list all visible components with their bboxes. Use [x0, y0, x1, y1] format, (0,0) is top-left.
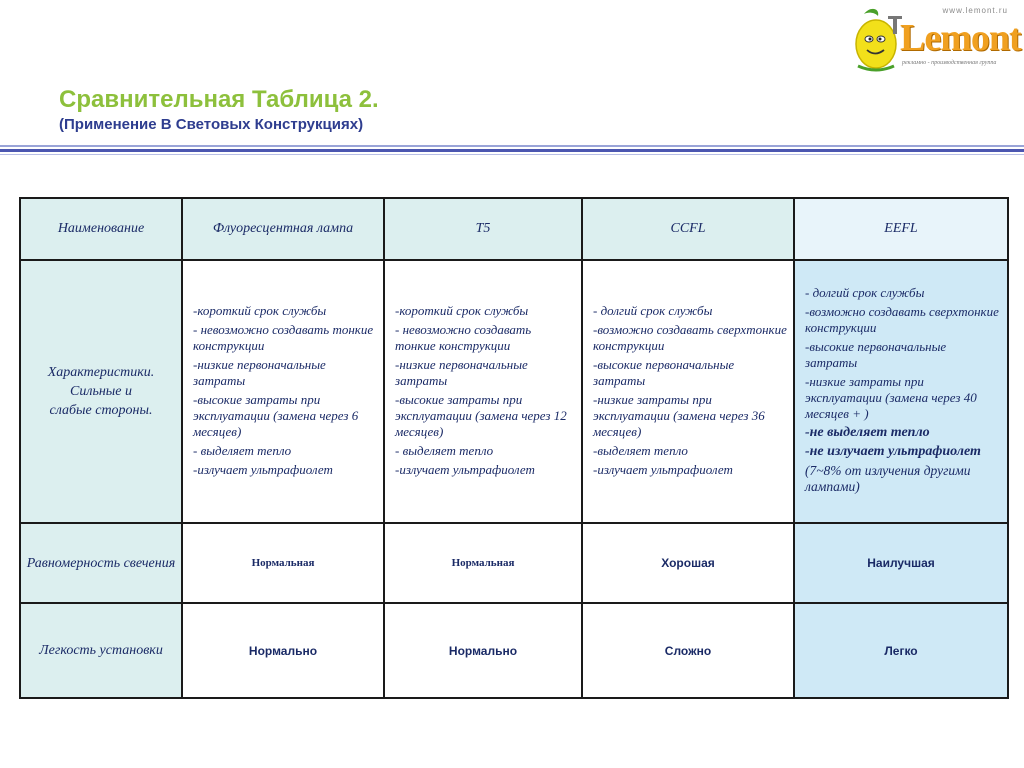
list-item: -возможно создавать сверхтонкие конструкции [593, 321, 787, 353]
row-label-uniformity: Равномерность свечения [20, 523, 182, 603]
logo-wordmark: Lemont [900, 17, 1021, 59]
header-fluorescent: Флуоресцентная лампа [182, 198, 384, 260]
label-line: слабые стороны. [49, 403, 153, 418]
divider-line [0, 149, 1024, 152]
header-row [20, 198, 1008, 260]
list-item: -низкие первоначальные затраты [395, 356, 528, 388]
divider-line [0, 154, 1024, 155]
header-name: Наименование [20, 198, 182, 260]
cell-t5-installation: Нормально [384, 603, 582, 698]
list-item: - невозможно создавать тонкие конструкции [193, 321, 374, 353]
list-item: - невозможно создавать тонкие конструкции [395, 321, 532, 353]
list-item: -высокие затраты при эксплуатации (замена через 6 месяцев) [193, 391, 359, 439]
list-item: -низкие затраты при эксплуатации (замена через 36 месяцев) [593, 391, 765, 439]
list-item: - выделяет тепло [395, 442, 494, 458]
list-item: -низкие затраты при эксплуатации (замена через 40 месяцев + ) [805, 374, 977, 421]
label-line: Сильные и [70, 384, 132, 399]
list-item: -излучает ультрафиолет [593, 461, 733, 477]
list-item: -низкие первоначальные затраты [193, 356, 326, 388]
list-item: -высокие затраты при эксплуатации (замена через 12 месяцев) [395, 391, 567, 439]
header-t5: T5 [384, 198, 582, 260]
list-item: -не излучает ультрафиолет [805, 444, 981, 459]
list-item: -высокие первоначальные затраты [593, 356, 735, 388]
list-item: -короткий срок службы [193, 302, 327, 318]
row-label-installation: Легкость установки [20, 603, 182, 698]
uniformity-row [20, 523, 1008, 603]
list-item: -выделяет тепло [593, 442, 688, 458]
list-item: -возможно создавать сверхтонкие конструкции [805, 304, 999, 335]
cell-t5-uniformity: Нормальная [384, 523, 582, 603]
company-logo [850, 6, 1020, 76]
cell-fluorescent-uniformity: Нормальная [182, 523, 384, 603]
divider-line [0, 145, 1024, 147]
list-item: - долгий срок службы [805, 285, 925, 300]
list-item: - выделяет тепло [193, 442, 292, 458]
header-eefl: EEFL [794, 198, 1008, 260]
list-item: -высокие первоначальные затраты [805, 339, 947, 370]
list-item: -излучает ультрафиолет [193, 461, 333, 477]
cell-t5-characteristics [384, 260, 582, 523]
cell-eefl-uniformity: Наилучшая [794, 523, 1008, 603]
page-title: Сравнительная Таблица 2. [59, 86, 379, 113]
cell-eefl-installation: Легко [794, 603, 1008, 698]
cell-ccfl-characteristics [582, 260, 794, 523]
header-ccfl: CCFL [582, 198, 794, 260]
list-item: (7~8% от излучения другими лампами) [805, 463, 971, 494]
list-item: -не выделяет тепло [805, 425, 930, 440]
characteristics-row [20, 260, 1008, 523]
list-item: -короткий срок службы [395, 302, 529, 318]
cell-ccfl-uniformity: Хорошая [582, 523, 794, 603]
logo-tagline: рекламно - производственная группа [902, 60, 997, 66]
comparison-table [19, 197, 1007, 697]
cell-eefl-characteristics [794, 260, 1008, 523]
installation-row [20, 603, 1008, 698]
list-item: -излучает ультрафиолет [395, 461, 535, 477]
logo-url: www.lemont.ru [942, 6, 1008, 15]
page-subtitle: (Применение В Световых Конструкциях) [59, 116, 364, 133]
cell-fluorescent-characteristics [182, 260, 384, 523]
cell-fluorescent-installation: Нормально [182, 603, 384, 698]
row-label-characteristics [20, 260, 182, 523]
list-item: - долгий срок службы [593, 302, 713, 318]
label-line: Характеристики. [47, 365, 155, 380]
cell-ccfl-installation: Сложно [582, 603, 794, 698]
